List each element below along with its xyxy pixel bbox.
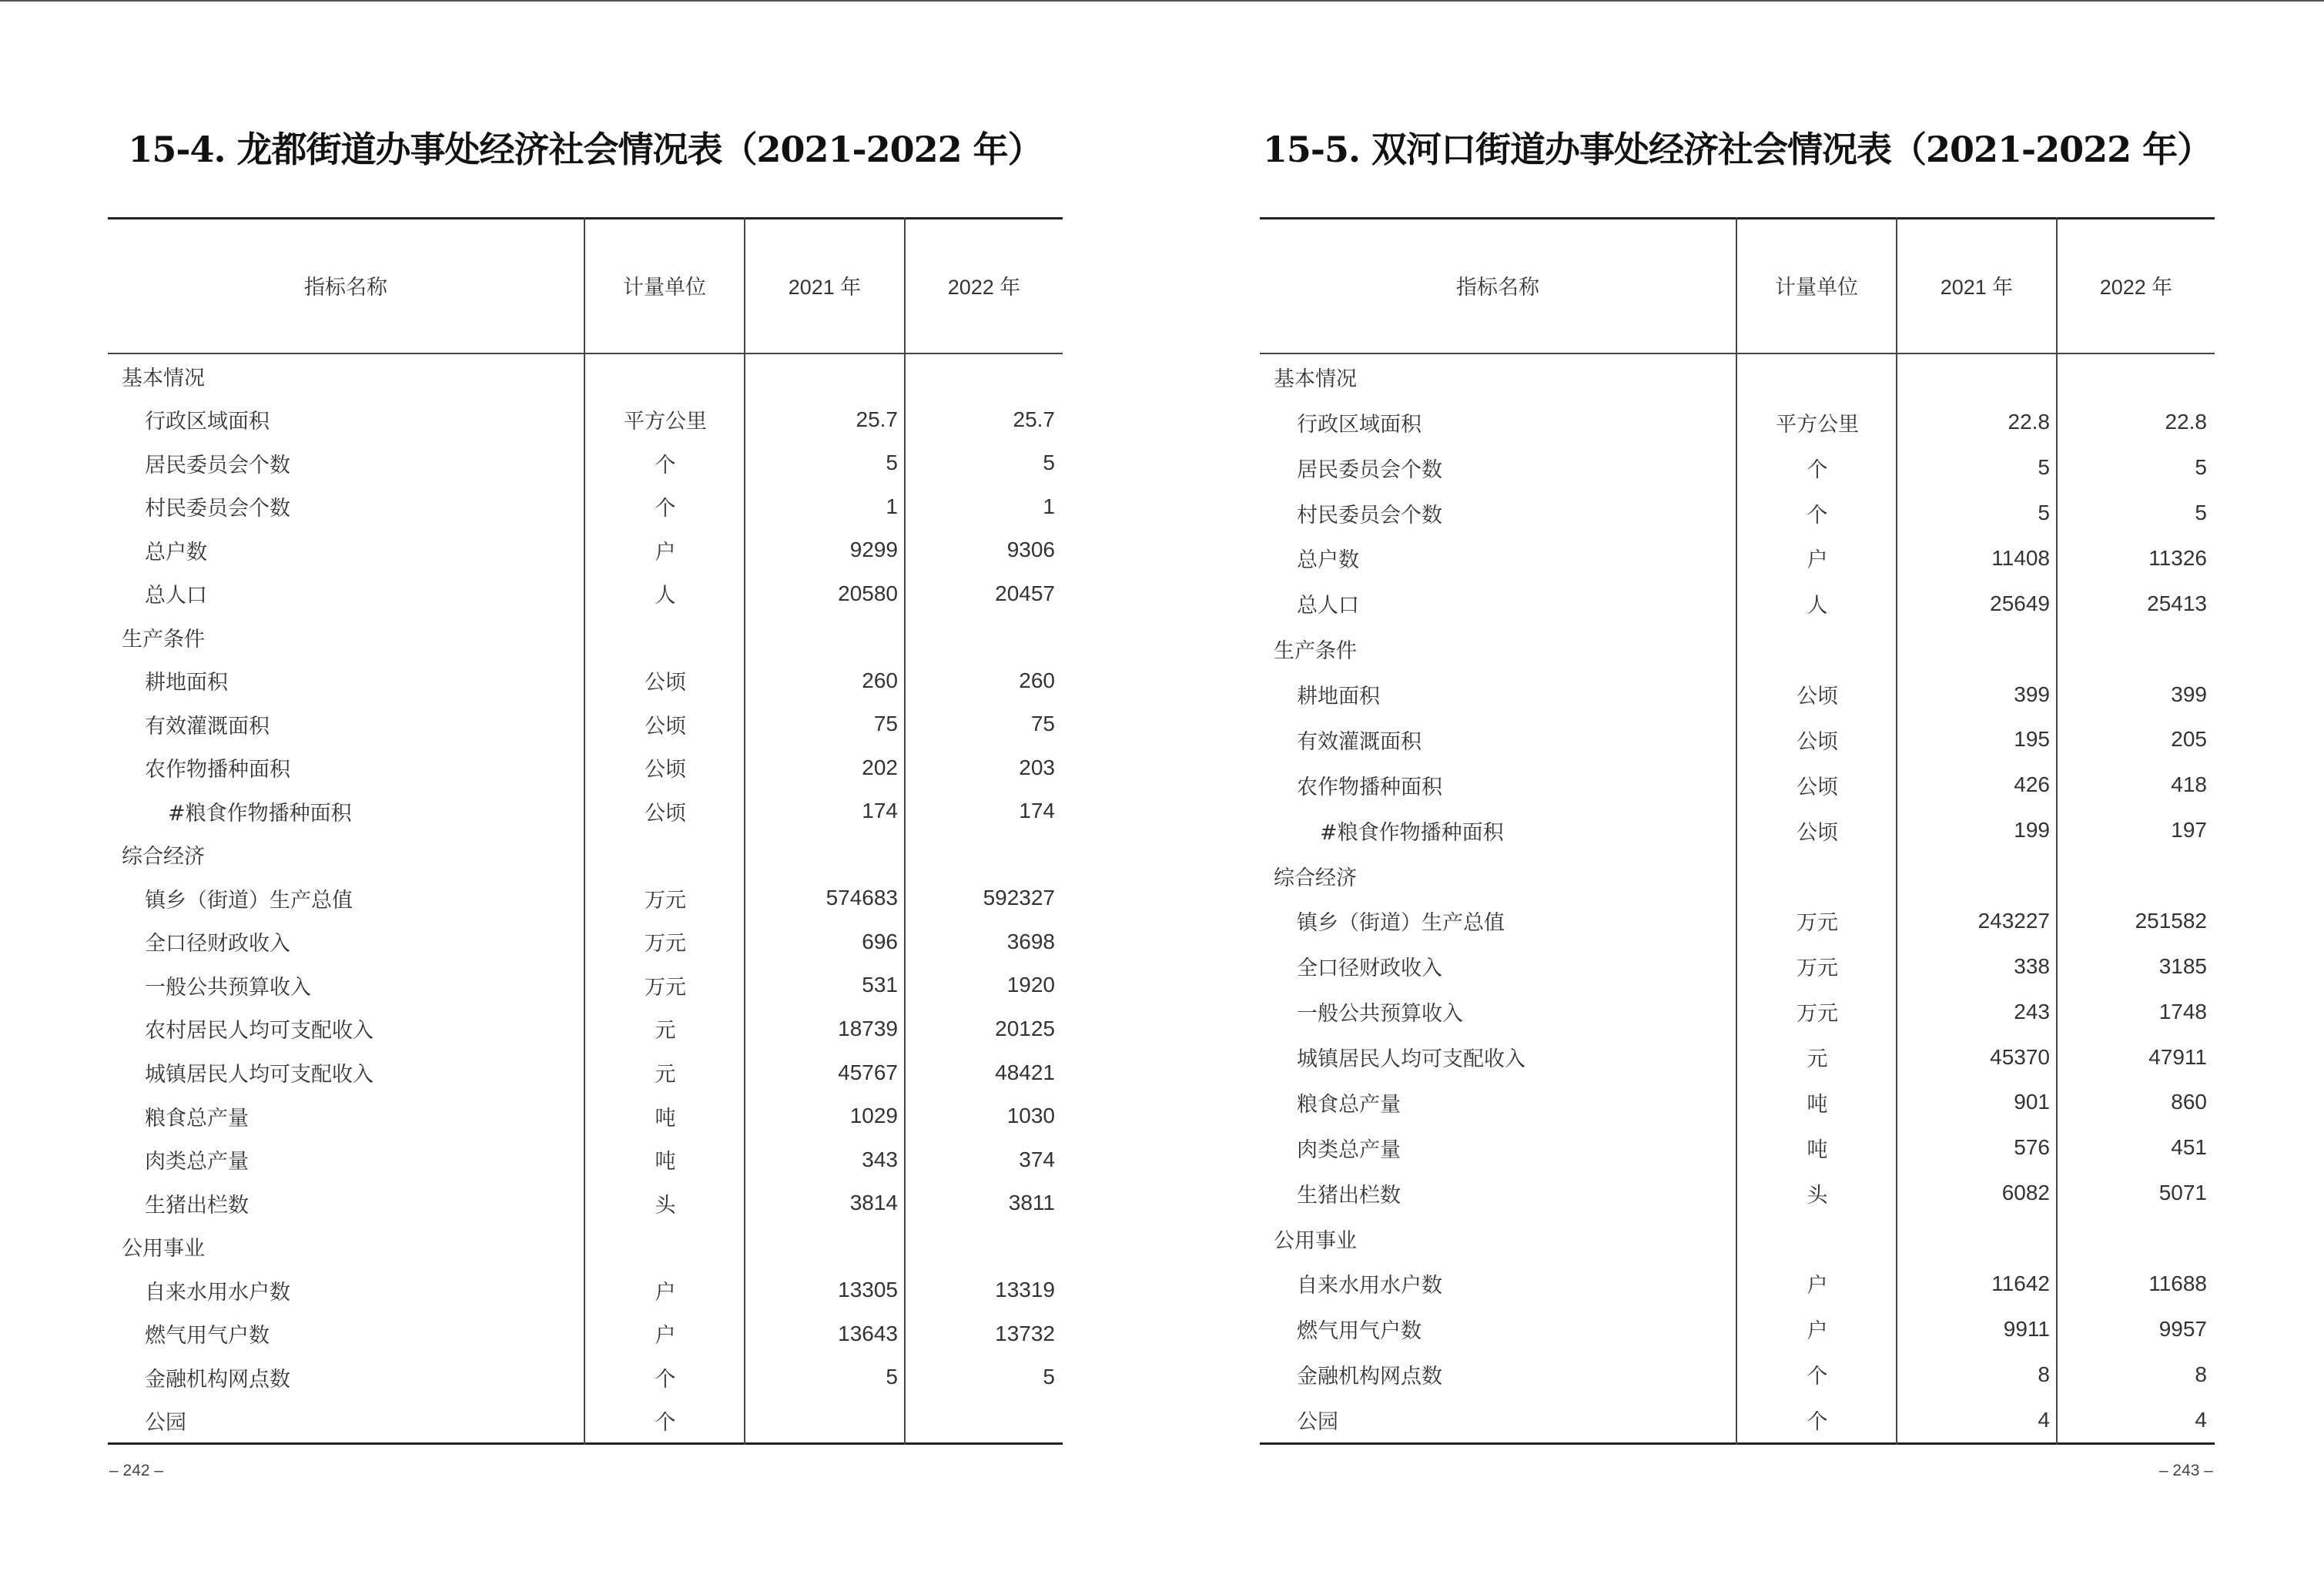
table-row bbox=[1260, 717, 2215, 762]
unit-cell: 个 bbox=[655, 453, 676, 477]
indicator-name-cell: 耕地面积 bbox=[145, 671, 228, 695]
table-row bbox=[1260, 1306, 2215, 1352]
indicator-name-cell: 全口径财政收入 bbox=[145, 932, 290, 956]
indicator-name-cell: 生猪出栏数 bbox=[145, 1193, 249, 1218]
unit-cell bbox=[1737, 626, 1897, 672]
indicator-name-cell: 燃气用气户数 bbox=[1297, 1319, 1422, 1344]
table-row bbox=[108, 876, 1063, 920]
unit-cell: 个 bbox=[1807, 457, 1828, 482]
value-2021-cell: 45767 bbox=[838, 1060, 898, 1084]
unit-cell: 头 bbox=[1807, 1183, 1828, 1208]
value-2021-cell: 202 bbox=[862, 755, 898, 779]
table-body bbox=[108, 354, 1063, 1442]
unit-cell: 元 bbox=[655, 1063, 676, 1087]
indicator-name-cell: #粮食作物播种面积 bbox=[168, 801, 352, 826]
unit-cell: 个 bbox=[1807, 503, 1828, 528]
value-2021-cell: 343 bbox=[862, 1147, 898, 1171]
table-row bbox=[108, 1312, 1063, 1355]
value-2022-cell: 251582 bbox=[2135, 908, 2207, 933]
value-2021-cell: 1 bbox=[886, 494, 898, 518]
unit-cell: 人 bbox=[655, 584, 676, 608]
value-2022-cell: 3185 bbox=[2158, 953, 2207, 978]
value-2022-cell: 3698 bbox=[1006, 929, 1055, 953]
page-title: 15-5. 双河口街道办事处经济社会情况表（2021-2022 年） bbox=[1262, 129, 2212, 170]
value-2022-cell: 4 bbox=[2195, 1407, 2207, 1432]
value-2021-cell: 576 bbox=[2014, 1135, 2050, 1160]
indicator-name-cell: 基本情况 bbox=[1274, 367, 1357, 391]
indicator-name-cell: 一般公共预算收入 bbox=[145, 975, 311, 1000]
value-2022-cell: 5071 bbox=[2158, 1181, 2207, 1205]
unit-cell: 吨 bbox=[1807, 1092, 1828, 1117]
table-row bbox=[1260, 672, 2215, 717]
value-2022-cell bbox=[906, 1225, 1055, 1268]
value-2021-cell bbox=[745, 354, 898, 398]
unit-cell: 平方公里 bbox=[1776, 412, 1859, 437]
unit-cell: 吨 bbox=[655, 1106, 676, 1131]
value-2022-cell: 13732 bbox=[995, 1321, 1055, 1345]
value-2022-cell bbox=[906, 833, 1055, 877]
table-row bbox=[108, 485, 1063, 529]
table-row bbox=[1260, 1261, 2215, 1307]
indicator-name-cell: 公园 bbox=[145, 1411, 186, 1436]
indicator-name-cell: 城镇居民人均可支配收入 bbox=[145, 1063, 373, 1087]
header-year-2022: 2022 年 bbox=[2099, 275, 2173, 299]
value-2022-cell bbox=[2058, 354, 2207, 400]
table-row bbox=[1260, 1034, 2215, 1080]
value-2022-cell bbox=[2058, 853, 2207, 899]
section-header-row bbox=[1260, 1216, 2215, 1261]
value-2021-cell: 199 bbox=[2014, 818, 2050, 843]
indicator-name-cell: 一般公共预算收入 bbox=[1297, 1002, 1463, 1027]
section-header-row bbox=[108, 833, 1063, 877]
unit-cell: 户 bbox=[1807, 1319, 1828, 1344]
value-2021-cell: 399 bbox=[2014, 682, 2050, 706]
unit-cell: 平方公里 bbox=[624, 410, 707, 434]
value-2022-cell: 205 bbox=[2171, 727, 2207, 752]
indicator-name-cell: 城镇居民人均可支配收入 bbox=[1297, 1047, 1525, 1072]
value-2021-cell: 25.7 bbox=[856, 407, 898, 431]
value-2021-cell: 18739 bbox=[838, 1016, 898, 1040]
value-2021-cell bbox=[745, 615, 898, 659]
value-2022-cell: 3811 bbox=[1008, 1191, 1055, 1215]
value-2021-cell: 260 bbox=[862, 668, 898, 692]
header-indicator-name: 指标名称 bbox=[304, 275, 387, 300]
table-row bbox=[108, 1137, 1063, 1181]
value-2022-cell: 399 bbox=[2171, 682, 2207, 706]
unit-cell: 万元 bbox=[1797, 1002, 1838, 1027]
value-2022-cell: 1748 bbox=[2158, 999, 2207, 1023]
value-2021-cell: 426 bbox=[2014, 772, 2050, 797]
table-row bbox=[1260, 943, 2215, 989]
table-row bbox=[108, 572, 1063, 616]
value-2021-cell: 25649 bbox=[1990, 591, 2050, 615]
table-row bbox=[1260, 400, 2215, 445]
value-2021-cell: 11408 bbox=[1991, 545, 2050, 570]
table-row bbox=[1260, 1352, 2215, 1397]
value-2022-cell: 860 bbox=[2171, 1090, 2207, 1114]
unit-cell bbox=[585, 833, 745, 877]
value-2021-cell: 22.8 bbox=[2008, 410, 2050, 434]
table-row bbox=[1260, 989, 2215, 1034]
value-2022-cell: 5 bbox=[2195, 501, 2207, 525]
value-2021-cell: 174 bbox=[862, 799, 898, 823]
value-2021-cell: 8 bbox=[2038, 1362, 2050, 1386]
page-number: – 242 – bbox=[109, 1462, 164, 1479]
indicator-name-cell: 肉类总产量 bbox=[1297, 1137, 1401, 1162]
table-row bbox=[1260, 1125, 2215, 1171]
value-2021-cell bbox=[1897, 853, 2050, 899]
table-row bbox=[108, 920, 1063, 964]
unit-cell: 公顷 bbox=[645, 671, 686, 695]
table-row bbox=[1260, 1171, 2215, 1216]
value-2022-cell: 5 bbox=[1043, 451, 1055, 475]
unit-cell bbox=[585, 615, 745, 659]
header-unit: 计量单位 bbox=[623, 275, 706, 300]
header-indicator-name: 指标名称 bbox=[1456, 275, 1539, 300]
table-row bbox=[108, 963, 1063, 1007]
value-2021-cell: 5 bbox=[2038, 501, 2050, 525]
table-row bbox=[1260, 762, 2215, 808]
unit-cell bbox=[585, 354, 745, 398]
page-number: – 243 – bbox=[2158, 1462, 2213, 1479]
indicator-name-cell: 全口径财政收入 bbox=[1297, 956, 1442, 981]
table-row bbox=[108, 398, 1063, 442]
unit-cell: 吨 bbox=[655, 1150, 676, 1174]
indicator-name-cell: 镇乡（街道）生产总值 bbox=[1297, 911, 1505, 936]
value-2021-cell: 45370 bbox=[1990, 1044, 2050, 1069]
header-year-2022: 2022 年 bbox=[947, 275, 1021, 299]
unit-cell: 个 bbox=[1807, 1365, 1828, 1389]
value-2022-cell: 5 bbox=[1043, 1365, 1055, 1389]
value-2021-cell: 75 bbox=[873, 712, 898, 736]
indicator-name-cell: 公用事业 bbox=[1274, 1228, 1357, 1253]
header-year-2021: 2021 年 bbox=[1940, 275, 2014, 299]
value-2022-cell bbox=[906, 615, 1055, 659]
unit-cell bbox=[585, 1225, 745, 1268]
unit-cell bbox=[1737, 853, 1897, 899]
indicator-name-cell: 自来水用水户数 bbox=[1297, 1274, 1442, 1298]
unit-cell: 个 bbox=[655, 497, 676, 521]
table-row bbox=[1260, 1080, 2215, 1125]
value-2022-cell: 374 bbox=[1019, 1147, 1055, 1171]
unit-cell: 吨 bbox=[1807, 1137, 1828, 1162]
unit-cell bbox=[1737, 1216, 1897, 1261]
value-2022-cell: 11688 bbox=[2148, 1271, 2207, 1295]
unit-cell: 公顷 bbox=[1797, 820, 1838, 845]
unit-cell: 个 bbox=[655, 1367, 676, 1392]
value-2022-cell: 9306 bbox=[1006, 538, 1055, 562]
indicator-name-cell: 总户数 bbox=[1297, 548, 1359, 573]
value-2022-cell bbox=[2058, 1216, 2207, 1261]
indicator-name-cell: 粮食总产量 bbox=[1297, 1092, 1401, 1117]
value-2022-cell: 592327 bbox=[983, 886, 1055, 910]
header-year-2021: 2021 年 bbox=[788, 275, 862, 299]
indicator-name-cell: 综合经济 bbox=[1274, 866, 1357, 890]
value-2021-cell: 5 bbox=[2038, 455, 2050, 480]
indicator-name-cell: 有效灌溉面积 bbox=[1297, 729, 1422, 754]
value-2022-cell: 48421 bbox=[995, 1060, 1055, 1084]
table-row bbox=[1260, 445, 2215, 491]
indicator-name-cell: 行政区域面积 bbox=[145, 410, 270, 434]
value-2021-cell: 3814 bbox=[849, 1191, 898, 1215]
unit-cell: 个 bbox=[1807, 1410, 1828, 1435]
indicator-name-cell: 行政区域面积 bbox=[1297, 412, 1422, 437]
value-2022-cell: 13319 bbox=[995, 1278, 1055, 1302]
value-2022-cell: 20457 bbox=[995, 581, 1055, 605]
unit-cell: 公顷 bbox=[645, 758, 686, 782]
table-row bbox=[108, 1007, 1063, 1051]
value-2022-cell: 197 bbox=[2171, 818, 2207, 843]
table-row bbox=[1260, 899, 2215, 944]
table-row bbox=[108, 1268, 1063, 1312]
unit-cell: 元 bbox=[655, 1019, 676, 1044]
table-bottom-rule bbox=[1260, 1442, 2215, 1445]
indicator-name-cell: 生产条件 bbox=[122, 627, 205, 652]
unit-cell: 万元 bbox=[645, 888, 686, 913]
unit-cell: 万元 bbox=[1797, 956, 1838, 981]
value-2021-cell: 6082 bbox=[2001, 1181, 2050, 1205]
indicator-name-cell: 总户数 bbox=[145, 540, 207, 565]
table-row bbox=[108, 702, 1063, 746]
value-2021-cell: 338 bbox=[2014, 953, 2050, 978]
unit-cell: 万元 bbox=[1797, 911, 1838, 936]
table-row bbox=[108, 1399, 1063, 1442]
value-2021-cell: 20580 bbox=[838, 581, 898, 605]
table-row bbox=[108, 659, 1063, 703]
value-2021-cell: 1029 bbox=[849, 1104, 898, 1128]
section-header-row bbox=[1260, 626, 2215, 672]
value-2022-cell: 20125 bbox=[995, 1016, 1055, 1040]
value-2021-cell bbox=[1897, 1216, 2050, 1261]
page-title: 15-4. 龙都街道办事处经济社会情况表（2021-2022 年） bbox=[128, 129, 1043, 170]
table-row bbox=[108, 789, 1063, 833]
value-2021-cell: 13643 bbox=[838, 1321, 898, 1345]
value-2021-cell: 13305 bbox=[838, 1278, 898, 1302]
table-row bbox=[1260, 808, 2215, 853]
value-2022-cell bbox=[2058, 626, 2207, 672]
table-row bbox=[108, 1355, 1063, 1399]
value-2022-cell: 47911 bbox=[2148, 1044, 2207, 1069]
right-page bbox=[1260, 0, 2215, 1588]
section-header-row bbox=[1260, 354, 2215, 400]
value-2021-cell: 9911 bbox=[2003, 1316, 2050, 1341]
header-unit: 计量单位 bbox=[1775, 275, 1858, 300]
section-header-row bbox=[1260, 853, 2215, 899]
value-2021-cell: 9299 bbox=[849, 538, 898, 562]
value-2021-cell bbox=[1897, 354, 2050, 400]
table-row bbox=[1260, 536, 2215, 581]
unit-cell: 元 bbox=[1807, 1047, 1828, 1072]
value-2022-cell: 22.8 bbox=[2165, 410, 2207, 434]
value-2022-cell bbox=[906, 354, 1055, 398]
value-2021-cell: 195 bbox=[2014, 727, 2050, 752]
value-2022-cell: 1 bbox=[1043, 494, 1055, 518]
unit-cell: 公顷 bbox=[645, 801, 686, 826]
indicator-name-cell: 基本情况 bbox=[122, 366, 205, 390]
unit-cell bbox=[1737, 354, 1897, 400]
value-2022-cell: 25413 bbox=[2147, 591, 2207, 615]
table-row bbox=[1260, 581, 2215, 626]
table-row bbox=[108, 528, 1063, 572]
value-2021-cell: 243 bbox=[2014, 999, 2050, 1023]
value-2021-cell: 243227 bbox=[1977, 908, 2050, 933]
value-2021-cell: 901 bbox=[2014, 1090, 2050, 1114]
indicator-name-cell: 总人口 bbox=[1297, 594, 1359, 618]
indicator-name-cell: 综合经济 bbox=[122, 845, 205, 869]
stats-table bbox=[108, 217, 1063, 1445]
value-2021-cell: 531 bbox=[862, 973, 898, 997]
value-2022-cell: 260 bbox=[1019, 668, 1055, 692]
unit-cell: 公顷 bbox=[1797, 775, 1838, 799]
table-row bbox=[108, 746, 1063, 790]
value-2022-cell: 9957 bbox=[2158, 1316, 2207, 1341]
value-2021-cell: 4 bbox=[2038, 1407, 2050, 1432]
value-2022-cell: 11326 bbox=[2148, 545, 2207, 570]
table-row bbox=[108, 1050, 1063, 1094]
value-2022-cell: 203 bbox=[1019, 755, 1055, 779]
value-2022-cell: 174 bbox=[1019, 799, 1055, 823]
table-row bbox=[108, 1181, 1063, 1225]
indicator-name-cell: #粮食作物播种面积 bbox=[1320, 820, 1504, 845]
section-header-row bbox=[108, 354, 1063, 398]
value-2021-cell: 696 bbox=[862, 929, 898, 953]
unit-cell: 人 bbox=[1807, 594, 1828, 618]
value-2022-cell: 25.7 bbox=[1013, 407, 1055, 431]
value-2022-cell: 8 bbox=[2195, 1362, 2207, 1386]
table-row bbox=[1260, 1397, 2215, 1442]
table-row bbox=[108, 1094, 1063, 1138]
left-page bbox=[108, 0, 1063, 1588]
indicator-name-cell: 公园 bbox=[1297, 1410, 1338, 1435]
value-2021-cell: 5 bbox=[886, 451, 898, 475]
indicator-name-cell: 居民委员会个数 bbox=[145, 453, 290, 477]
indicator-name-cell: 燃气用气户数 bbox=[145, 1324, 270, 1348]
indicator-name-cell: 居民委员会个数 bbox=[1297, 457, 1442, 482]
unit-cell: 公顷 bbox=[645, 714, 686, 739]
unit-cell: 户 bbox=[1807, 548, 1828, 573]
value-2021-cell bbox=[745, 1225, 898, 1268]
value-2022-cell: 451 bbox=[2171, 1135, 2207, 1160]
unit-cell: 户 bbox=[1807, 1274, 1828, 1298]
unit-cell: 户 bbox=[655, 540, 676, 565]
value-2021-cell: 5 bbox=[886, 1365, 898, 1389]
value-2021-cell: 574683 bbox=[825, 886, 898, 910]
indicator-name-cell: 村民委员会个数 bbox=[1297, 503, 1442, 528]
value-2022-cell: 5 bbox=[2195, 455, 2207, 480]
indicator-name-cell: 农作物播种面积 bbox=[145, 758, 290, 782]
indicator-name-cell: 生产条件 bbox=[1274, 639, 1357, 664]
indicator-name-cell: 镇乡（街道）生产总值 bbox=[145, 888, 353, 913]
unit-cell: 万元 bbox=[645, 932, 686, 956]
value-2021-cell: 11642 bbox=[1991, 1271, 2050, 1295]
indicator-name-cell: 金融机构网点数 bbox=[145, 1367, 290, 1392]
stats-table bbox=[1260, 217, 2215, 1445]
indicator-name-cell: 农村居民人均可支配收入 bbox=[145, 1019, 373, 1044]
section-header-row bbox=[108, 1225, 1063, 1268]
indicator-name-cell: 粮食总产量 bbox=[145, 1106, 249, 1131]
value-2022-cell: 1030 bbox=[1006, 1104, 1055, 1128]
section-header-row bbox=[108, 615, 1063, 659]
table-body bbox=[1260, 354, 2215, 1442]
indicator-name-cell: 村民委员会个数 bbox=[145, 497, 290, 521]
unit-cell: 万元 bbox=[645, 975, 686, 1000]
unit-cell: 公顷 bbox=[1797, 685, 1838, 709]
unit-cell: 户 bbox=[655, 1280, 676, 1305]
value-2021-cell bbox=[745, 1399, 898, 1442]
indicator-name-cell: 金融机构网点数 bbox=[1297, 1365, 1442, 1389]
unit-cell: 头 bbox=[655, 1193, 676, 1218]
unit-cell: 公顷 bbox=[1797, 729, 1838, 754]
value-2022-cell: 1920 bbox=[1006, 973, 1055, 997]
table-bottom-rule bbox=[108, 1442, 1063, 1445]
unit-cell: 户 bbox=[655, 1324, 676, 1348]
value-2021-cell bbox=[745, 833, 898, 877]
indicator-name-cell: 自来水用水户数 bbox=[145, 1280, 290, 1305]
unit-cell: 个 bbox=[655, 1411, 676, 1436]
table-row bbox=[108, 441, 1063, 485]
table-row bbox=[1260, 491, 2215, 536]
value-2022-cell bbox=[906, 1399, 1055, 1442]
indicator-name-cell: 生猪出栏数 bbox=[1297, 1183, 1401, 1208]
indicator-name-cell: 公用事业 bbox=[122, 1237, 205, 1261]
indicator-name-cell: 耕地面积 bbox=[1297, 685, 1380, 709]
indicator-name-cell: 有效灌溉面积 bbox=[145, 714, 270, 739]
value-2021-cell bbox=[1897, 626, 2050, 672]
value-2022-cell: 418 bbox=[2171, 772, 2207, 797]
indicator-name-cell: 农作物播种面积 bbox=[1297, 775, 1442, 799]
indicator-name-cell: 总人口 bbox=[145, 584, 207, 608]
indicator-name-cell: 肉类总产量 bbox=[145, 1150, 249, 1174]
value-2022-cell: 75 bbox=[1030, 712, 1055, 736]
